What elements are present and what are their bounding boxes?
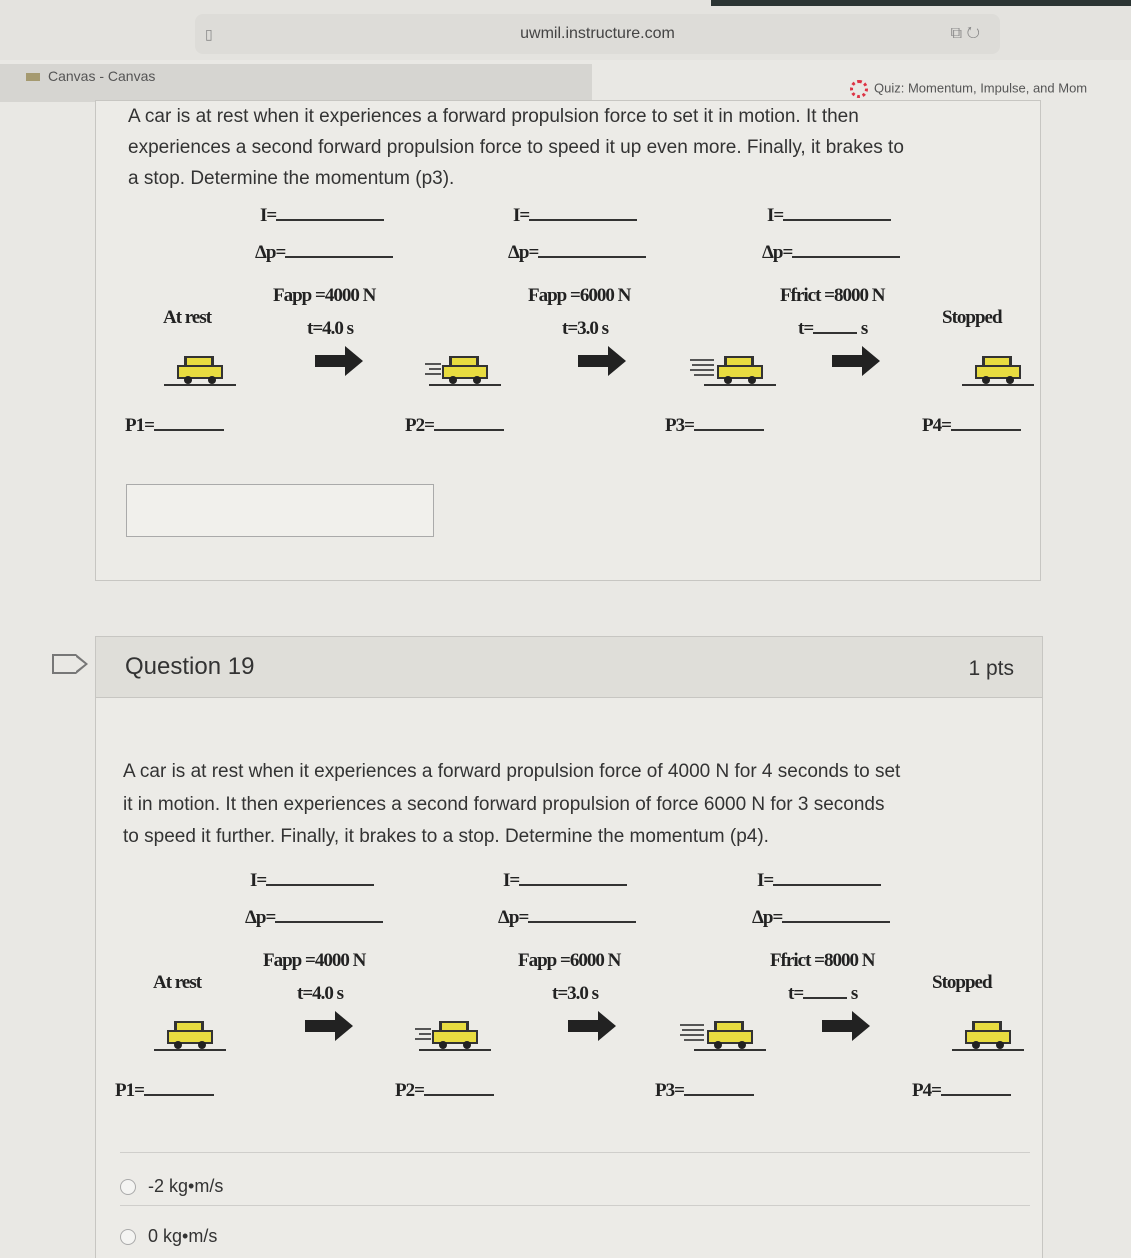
time-label: t= <box>788 983 804 1004</box>
time-label: t=4.0 s <box>307 318 354 339</box>
answer-blank <box>528 921 636 923</box>
text-line: A car is at rest when it experiences a forward propulsion force of 4000 N for 4 seconds to set <box>123 761 901 782</box>
answer-option[interactable] <box>120 1226 217 1247</box>
screen-bezel <box>711 0 1131 6</box>
answer-blank <box>405 415 504 437</box>
impulse-label: I= <box>767 205 784 226</box>
divider <box>120 1152 1030 1153</box>
answer-blank <box>125 415 224 437</box>
answer-blank <box>813 332 857 334</box>
time-label: t=3.0 s <box>562 318 609 339</box>
impulse-label: I= <box>250 870 267 891</box>
answer-blank <box>245 907 383 929</box>
flag-question-icon[interactable] <box>52 654 76 674</box>
right-arrow-icon <box>832 346 880 376</box>
answer-blank <box>665 415 764 437</box>
answer-blank <box>655 1080 754 1102</box>
right-arrow-icon <box>315 346 363 376</box>
time-label: t=3.0 s <box>552 983 599 1004</box>
radio-button[interactable] <box>120 1229 136 1245</box>
car-icon <box>150 1013 230 1053</box>
answer-blank <box>757 870 881 892</box>
answer-blank <box>762 242 900 264</box>
answer-blank <box>941 1094 1011 1096</box>
right-arrow-icon <box>305 1011 353 1041</box>
moving-car-icon <box>415 1013 495 1053</box>
answer-blank <box>773 884 881 886</box>
p1-label: P1= <box>125 415 154 436</box>
answer-blank <box>519 884 627 886</box>
text-line: to speed it further. Finally, it brakes to a stop. Determine the momentum (p4). <box>123 826 769 847</box>
p2-label: P2= <box>405 415 434 436</box>
p3-label: P3= <box>665 415 694 436</box>
answer-blank <box>115 1080 214 1102</box>
force-label: Fapp =4000 N <box>263 950 366 971</box>
p4-label: P4= <box>922 415 951 436</box>
answer-blank <box>767 205 891 227</box>
delta-p-label: Δp= <box>498 907 529 928</box>
answer-blank <box>538 256 646 258</box>
answer-blank <box>798 318 867 340</box>
answer-blank <box>684 1094 754 1096</box>
answer-blank <box>951 429 1021 431</box>
option-label: 0 kg•m/s <box>148 1226 218 1246</box>
divider <box>120 1205 1030 1206</box>
moving-car-icon <box>425 348 505 388</box>
p4-label: P4= <box>912 1080 941 1101</box>
delta-p-label: Δp= <box>245 907 276 928</box>
answer-blank <box>255 242 393 264</box>
answer-input[interactable] <box>126 484 434 537</box>
time-label: t= <box>798 318 814 339</box>
p3-label: P3= <box>655 1080 684 1101</box>
p1-label: P1= <box>115 1080 144 1101</box>
answer-blank <box>285 256 393 258</box>
delta-p-label: Δp= <box>255 242 286 263</box>
fast-car-icon <box>680 1013 770 1053</box>
stopped-label: Stopped <box>942 307 1002 328</box>
car-icon <box>958 348 1038 388</box>
answer-blank <box>260 205 384 227</box>
delta-p-label: Δp= <box>762 242 793 263</box>
question-18-text <box>128 101 904 194</box>
answer-blank <box>250 870 374 892</box>
fast-car-icon <box>690 348 780 388</box>
option-label: -2 kg•m/s <box>148 1176 224 1196</box>
answer-blank <box>513 205 637 227</box>
answer-blank <box>752 907 890 929</box>
delta-p-label: Δp= <box>752 907 783 928</box>
momentum-diagram-q19 <box>110 865 1030 1105</box>
answer-blank <box>503 870 627 892</box>
time-unit: s <box>860 318 868 339</box>
question-19-header <box>95 636 1043 698</box>
car-icon <box>948 1013 1028 1053</box>
impulse-label: I= <box>260 205 277 226</box>
force-label: Fapp =6000 N <box>528 285 631 306</box>
right-arrow-icon <box>568 1011 616 1041</box>
answer-blank <box>266 884 374 886</box>
force-label: Fapp =6000 N <box>518 950 621 971</box>
text-line: experiences a second forward propulsion force to speed it up even more. Finally, it brakes to <box>128 137 904 158</box>
text-line: it in motion. It then experiences a second forward propulsion of force 6000 N for 3 seconds <box>123 793 885 815</box>
answer-blank <box>276 219 384 221</box>
answer-option[interactable] <box>120 1176 223 1197</box>
at-rest-label: At rest <box>153 972 202 993</box>
car-icon <box>160 348 240 388</box>
answer-blank <box>783 219 891 221</box>
answer-blank <box>529 219 637 221</box>
text-line: a stop. Determine the momentum (p3). <box>128 168 455 189</box>
right-arrow-icon <box>578 346 626 376</box>
browser-toolbar <box>0 0 1131 60</box>
answer-blank <box>694 429 764 431</box>
text-line: A car is at rest when it experiences a forward propulsion force to set it in motion. It then <box>128 106 859 127</box>
answer-blank <box>792 256 900 258</box>
radio-button[interactable] <box>120 1179 136 1195</box>
delta-p-label: Δp= <box>508 242 539 263</box>
friction-label: Ffrict =8000 N <box>780 285 885 306</box>
question-19-text <box>123 756 900 854</box>
momentum-diagram-q18 <box>120 200 1040 440</box>
answer-blank <box>508 242 646 264</box>
url-text: uwmil.instructure.com <box>520 25 675 42</box>
answer-blank <box>498 907 636 929</box>
tab-title: Canvas - Canvas <box>48 68 156 84</box>
answer-blank <box>144 1094 214 1096</box>
answer-blank <box>912 1080 1011 1102</box>
time-unit: s <box>850 983 858 1004</box>
stopped-label: Stopped <box>932 972 992 993</box>
friction-label: Ffrict =8000 N <box>770 950 875 971</box>
canvas-logo-icon <box>850 80 868 98</box>
address-bar[interactable] <box>195 14 1000 54</box>
answer-blank <box>434 429 504 431</box>
time-label: t=4.0 s <box>297 983 344 1004</box>
reload-icon[interactable]: ⧉ ↻ <box>950 25 980 42</box>
quiz-title <box>850 80 1087 98</box>
impulse-label: I= <box>513 205 530 226</box>
browser-tab[interactable] <box>0 64 592 102</box>
answer-blank <box>424 1094 494 1096</box>
p2-label: P2= <box>395 1080 424 1101</box>
answer-blank <box>803 997 847 999</box>
force-label: Fapp =4000 N <box>273 285 376 306</box>
right-arrow-icon <box>822 1011 870 1041</box>
sidebar-icon[interactable]: ▯ <box>205 26 213 42</box>
question-points: 1 pts <box>968 657 1014 680</box>
answer-blank <box>922 415 1021 437</box>
impulse-label: I= <box>503 870 520 891</box>
at-rest-label: At rest <box>163 307 212 328</box>
impulse-label: I= <box>757 870 774 891</box>
answer-blank <box>395 1080 494 1102</box>
question-title: Question 19 <box>125 653 255 680</box>
answer-blank <box>782 921 890 923</box>
quiz-title-text: Quiz: Momentum, Impulse, and Mom <box>874 80 1088 96</box>
answer-blank <box>275 921 383 923</box>
answer-blank <box>788 983 857 1005</box>
favicon-icon <box>26 73 40 81</box>
answer-blank <box>154 429 224 431</box>
